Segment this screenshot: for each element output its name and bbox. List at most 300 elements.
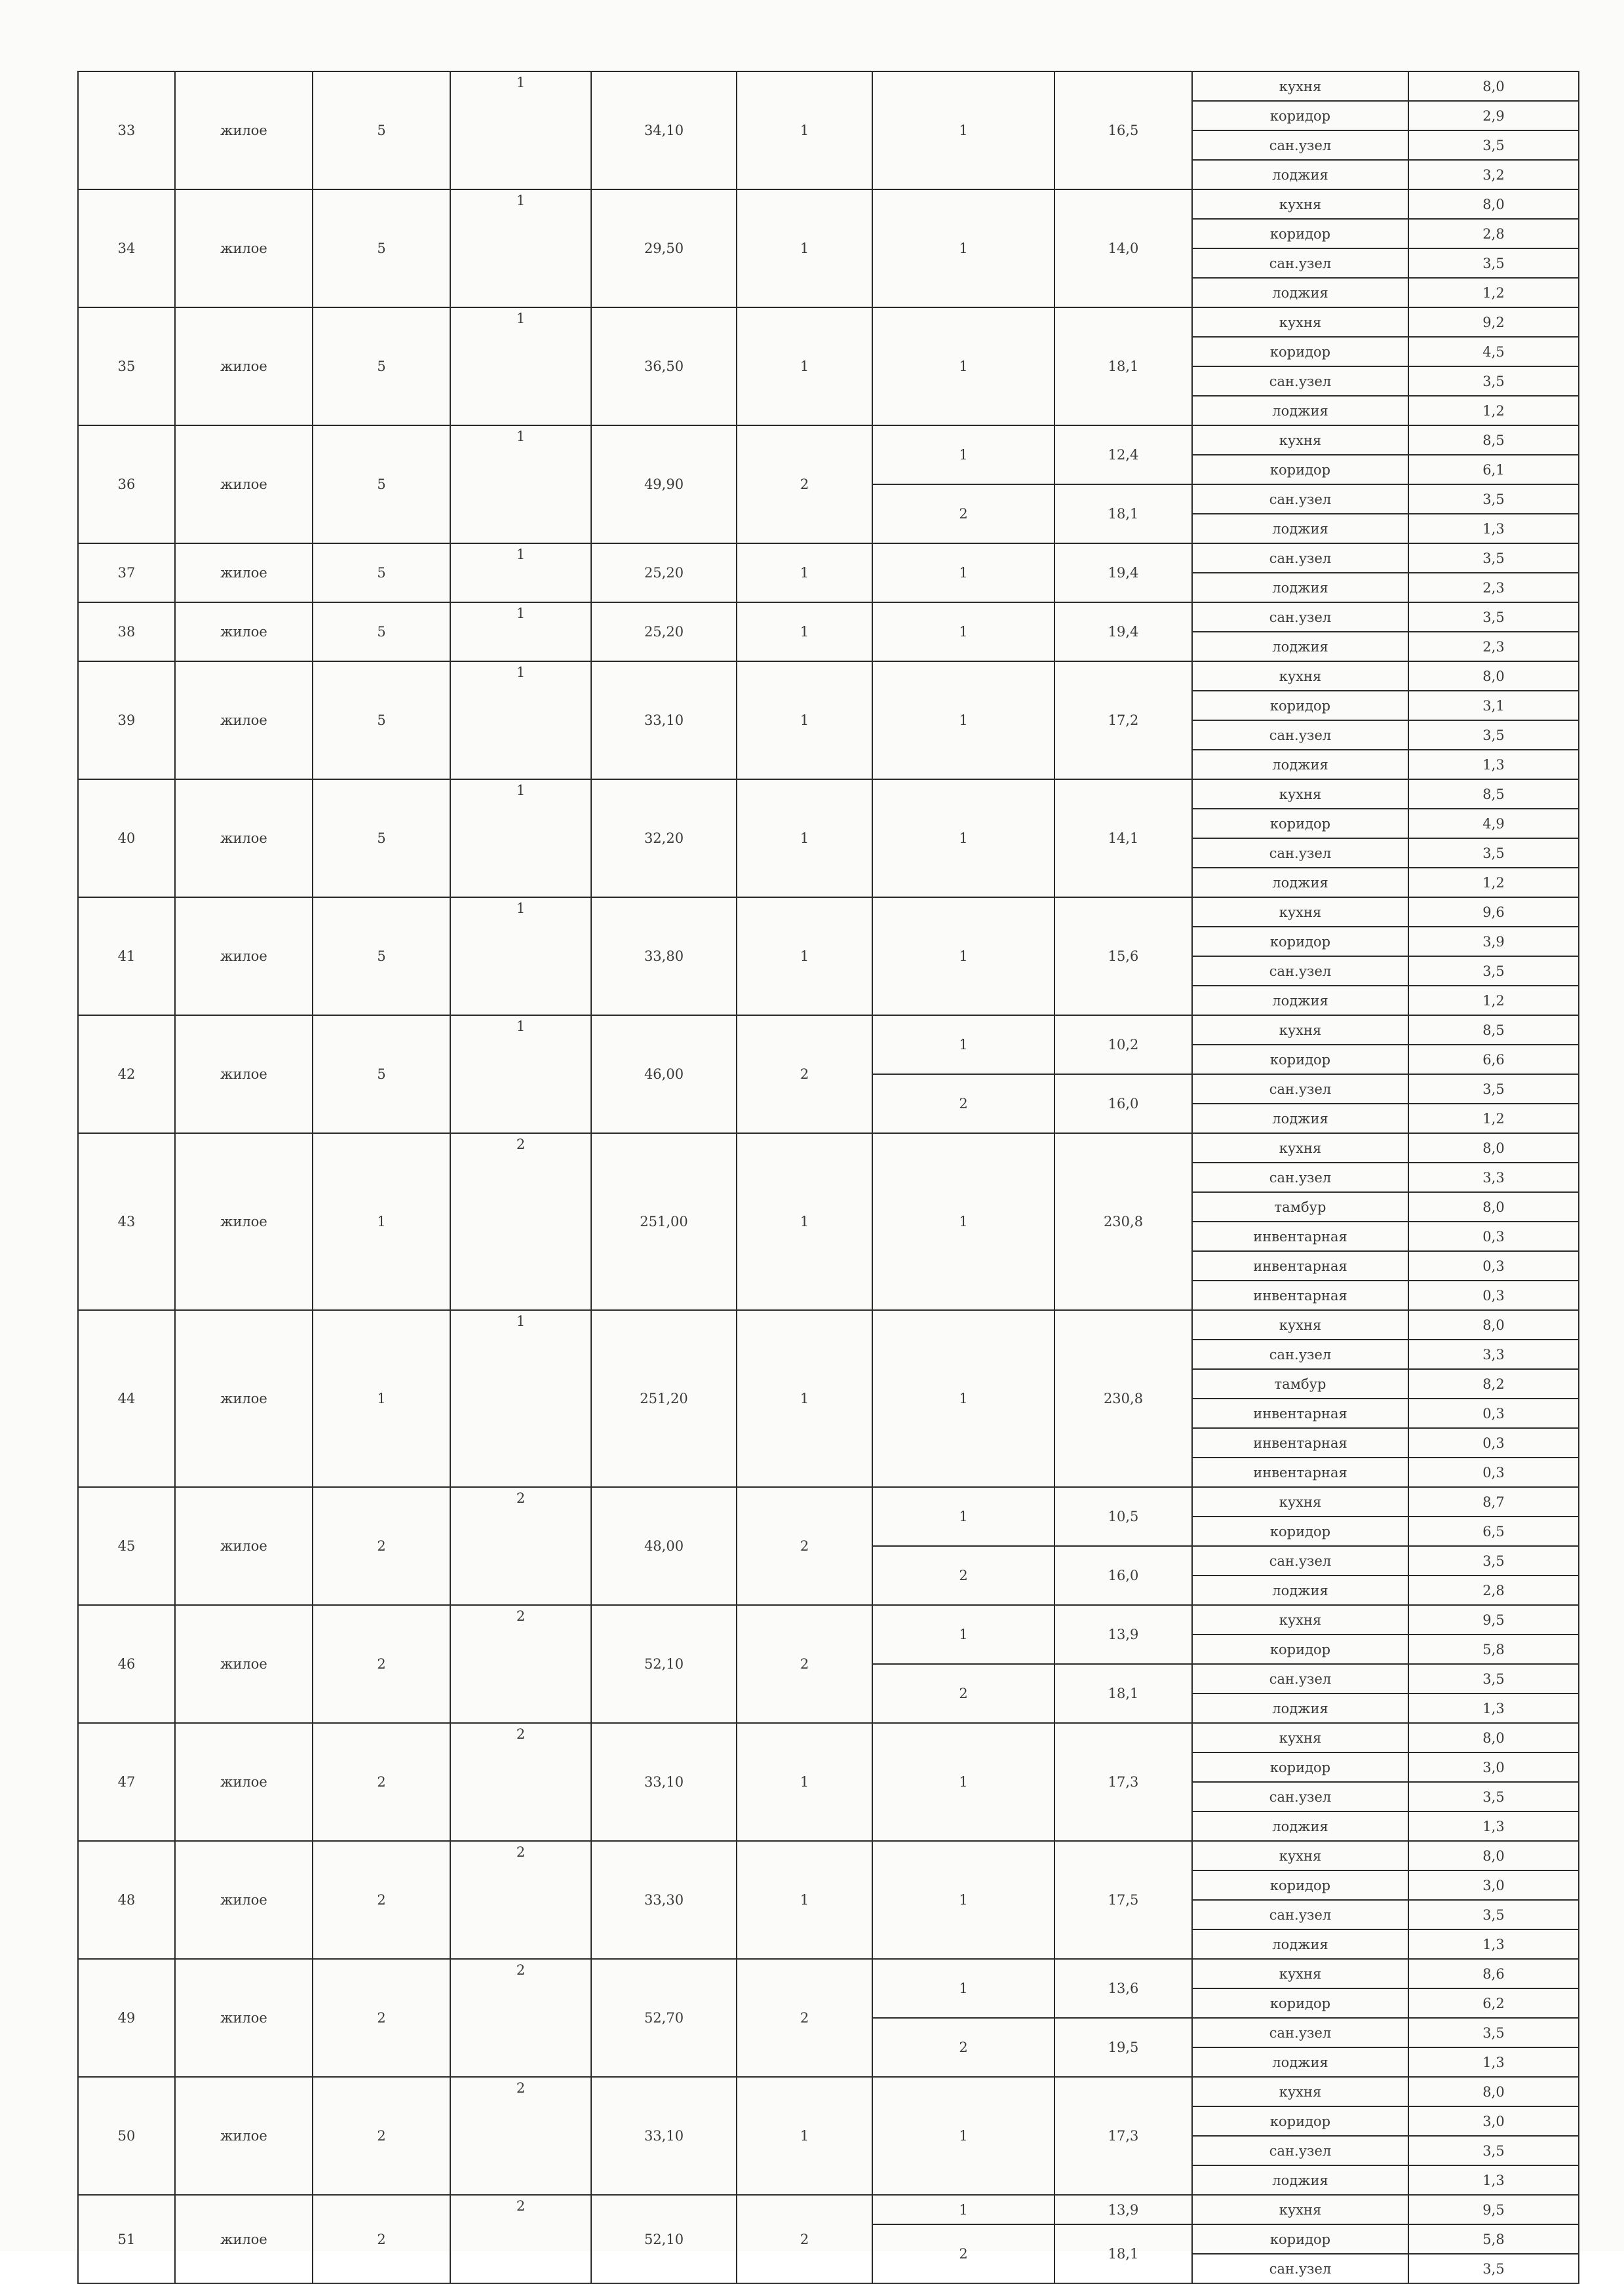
aux-premise-area: 0,3 bbox=[1408, 1281, 1579, 1310]
total-area: 34,10 bbox=[591, 71, 737, 189]
aux-premise-area: 3,3 bbox=[1408, 1163, 1579, 1192]
aux-premise-name: кухня bbox=[1192, 1723, 1408, 1752]
room-number: 1 bbox=[872, 661, 1054, 779]
total-area: 49,90 bbox=[591, 425, 737, 543]
apartment-number: 33 bbox=[78, 71, 175, 189]
aux-premise-name: коридор bbox=[1192, 1045, 1408, 1074]
living-rooms-count: 1 bbox=[737, 71, 872, 189]
room-area: 17,3 bbox=[1054, 1723, 1192, 1841]
table-row bbox=[78, 2077, 1579, 2106]
floor-cell bbox=[450, 71, 591, 189]
total-area: 33,10 bbox=[591, 1723, 737, 1841]
floor-cell bbox=[450, 1133, 591, 1310]
aux-premise-name: кухня bbox=[1192, 779, 1408, 809]
aux-premise-name: сан.узел bbox=[1192, 956, 1408, 986]
aux-premise-name: коридор bbox=[1192, 2106, 1408, 2136]
premises-type: жилое bbox=[175, 543, 313, 602]
room-area: 13,9 bbox=[1054, 2195, 1192, 2224]
table-row bbox=[78, 1605, 1579, 1635]
aux-premise-area: 3,5 bbox=[1408, 956, 1579, 986]
floor-cell bbox=[450, 1310, 591, 1487]
floor-number: 1 bbox=[516, 1313, 526, 1329]
total-area: 33,30 bbox=[591, 1841, 737, 1959]
aux-premise-name: кухня bbox=[1192, 1841, 1408, 1870]
aux-premise-name: кухня bbox=[1192, 425, 1408, 455]
aux-premise-area: 5,8 bbox=[1408, 2224, 1579, 2254]
floor-number: 2 bbox=[516, 1608, 526, 1624]
table-row bbox=[78, 71, 1579, 101]
aux-premise-name: сан.узел bbox=[1192, 130, 1408, 160]
aux-premise-area: 3,5 bbox=[1408, 838, 1579, 868]
premises-type: жилое bbox=[175, 71, 313, 189]
premises-type: жилое bbox=[175, 1133, 313, 1310]
apartment-number: 42 bbox=[78, 1015, 175, 1133]
table-row bbox=[78, 897, 1579, 927]
aux-premise-area: 8,0 bbox=[1408, 1723, 1579, 1752]
apartment-number: 50 bbox=[78, 2077, 175, 2195]
aux-premise-name: сан.узел bbox=[1192, 2254, 1408, 2283]
living-rooms-count: 2 bbox=[737, 425, 872, 543]
table-row bbox=[78, 543, 1579, 573]
total-area: 52,10 bbox=[591, 2195, 737, 2283]
table-row bbox=[78, 1015, 1579, 1045]
room-area: 16,0 bbox=[1054, 1074, 1192, 1133]
aux-premise-name: кухня bbox=[1192, 1605, 1408, 1635]
aux-premise-area: 2,3 bbox=[1408, 573, 1579, 602]
rooms-total: 5 bbox=[313, 661, 450, 779]
living-rooms-count: 2 bbox=[737, 1605, 872, 1723]
aux-premise-area: 1,2 bbox=[1408, 868, 1579, 897]
aux-premise-area: 8,0 bbox=[1408, 71, 1579, 101]
aux-premise-name: кухня bbox=[1192, 661, 1408, 691]
floor-cell bbox=[450, 189, 591, 307]
aux-premise-name: кухня bbox=[1192, 2077, 1408, 2106]
aux-premise-area: 0,3 bbox=[1408, 1222, 1579, 1251]
floor-cell bbox=[450, 2195, 591, 2283]
living-rooms-count: 2 bbox=[737, 2195, 872, 2283]
room-area: 16,5 bbox=[1054, 71, 1192, 189]
room-number: 2 bbox=[872, 1664, 1054, 1723]
premises-type: жилое bbox=[175, 425, 313, 543]
rooms-total: 5 bbox=[313, 779, 450, 897]
aux-premise-name: кухня bbox=[1192, 2195, 1408, 2224]
aux-premise-area: 4,5 bbox=[1408, 337, 1579, 366]
aux-premise-area: 1,3 bbox=[1408, 2047, 1579, 2077]
floor-number: 1 bbox=[516, 783, 526, 798]
rooms-total: 1 bbox=[313, 1310, 450, 1487]
aux-premise-area: 3,0 bbox=[1408, 1752, 1579, 1782]
apartment-number: 46 bbox=[78, 1605, 175, 1723]
aux-premise-name: сан.узел bbox=[1192, 1546, 1408, 1576]
floor-cell bbox=[450, 1841, 591, 1959]
rooms-total: 1 bbox=[313, 1133, 450, 1310]
aux-premise-area: 3,3 bbox=[1408, 1340, 1579, 1369]
room-number: 1 bbox=[872, 307, 1054, 425]
floor-cell bbox=[450, 1959, 591, 2077]
aux-premise-area: 9,5 bbox=[1408, 2195, 1579, 2224]
total-area: 52,70 bbox=[591, 1959, 737, 2077]
aux-premise-name: коридор bbox=[1192, 927, 1408, 956]
aux-premise-area: 3,2 bbox=[1408, 160, 1579, 189]
aux-premise-area: 3,5 bbox=[1408, 1782, 1579, 1811]
rooms-total: 5 bbox=[313, 425, 450, 543]
aux-premise-name: лоджия bbox=[1192, 1929, 1408, 1959]
aux-premise-area: 8,0 bbox=[1408, 1192, 1579, 1222]
aux-premise-name: коридор bbox=[1192, 1870, 1408, 1900]
aux-premise-name: лоджия bbox=[1192, 278, 1408, 307]
aux-premise-area: 6,1 bbox=[1408, 455, 1579, 484]
aux-premise-area: 9,2 bbox=[1408, 307, 1579, 337]
premises-type: жилое bbox=[175, 1723, 313, 1841]
aux-premise-area: 1,2 bbox=[1408, 396, 1579, 425]
living-rooms-count: 2 bbox=[737, 1015, 872, 1133]
table-row bbox=[78, 1723, 1579, 1752]
aux-premise-area: 2,3 bbox=[1408, 632, 1579, 661]
room-area: 13,9 bbox=[1054, 1605, 1192, 1664]
aux-premise-area: 3,0 bbox=[1408, 1870, 1579, 1900]
premises-type: жилое bbox=[175, 1959, 313, 2077]
aux-premise-area: 3,9 bbox=[1408, 927, 1579, 956]
aux-premise-name: сан.узел bbox=[1192, 838, 1408, 868]
table-row bbox=[78, 602, 1579, 632]
floor-cell bbox=[450, 779, 591, 897]
floor-number: 1 bbox=[516, 547, 526, 562]
aux-premise-name: лоджия bbox=[1192, 750, 1408, 779]
aux-premise-name: лоджия bbox=[1192, 1576, 1408, 1605]
room-area: 19,5 bbox=[1054, 2018, 1192, 2077]
aux-premise-name: инвентарная bbox=[1192, 1251, 1408, 1281]
aux-premise-name: лоджия bbox=[1192, 573, 1408, 602]
aux-premise-name: сан.узел bbox=[1192, 1074, 1408, 1104]
living-rooms-count: 1 bbox=[737, 602, 872, 661]
aux-premise-name: сан.узел bbox=[1192, 1782, 1408, 1811]
aux-premise-name: коридор bbox=[1192, 2224, 1408, 2254]
premises-type: жилое bbox=[175, 1310, 313, 1487]
aux-premise-area: 8,0 bbox=[1408, 1133, 1579, 1163]
room-number: 1 bbox=[872, 897, 1054, 1015]
living-rooms-count: 1 bbox=[737, 1841, 872, 1959]
room-number: 1 bbox=[872, 779, 1054, 897]
floor-cell bbox=[450, 1605, 591, 1723]
aux-premise-area: 3,5 bbox=[1408, 543, 1579, 573]
aux-premise-area: 3,1 bbox=[1408, 691, 1579, 720]
floor-number: 1 bbox=[516, 311, 526, 326]
aux-premise-area: 2,9 bbox=[1408, 101, 1579, 130]
floor-number: 2 bbox=[516, 1490, 526, 1506]
aux-premise-name: коридор bbox=[1192, 1752, 1408, 1782]
aux-premise-name: лоджия bbox=[1192, 514, 1408, 543]
aux-premise-area: 1,3 bbox=[1408, 1811, 1579, 1841]
room-area: 19,4 bbox=[1054, 543, 1192, 602]
aux-premise-area: 8,0 bbox=[1408, 1841, 1579, 1870]
aux-premise-name: лоджия bbox=[1192, 160, 1408, 189]
room-area: 15,6 bbox=[1054, 897, 1192, 1015]
aux-premise-area: 0,3 bbox=[1408, 1399, 1579, 1428]
aux-premise-name: инвентарная bbox=[1192, 1222, 1408, 1251]
total-area: 48,00 bbox=[591, 1487, 737, 1605]
aux-premise-name: коридор bbox=[1192, 455, 1408, 484]
aux-premise-name: коридор bbox=[1192, 1635, 1408, 1664]
living-rooms-count: 1 bbox=[737, 189, 872, 307]
total-area: 32,20 bbox=[591, 779, 737, 897]
aux-premise-area: 1,2 bbox=[1408, 986, 1579, 1015]
aux-premise-area: 8,6 bbox=[1408, 1959, 1579, 1988]
living-rooms-count: 1 bbox=[737, 307, 872, 425]
aux-premise-area: 8,5 bbox=[1408, 779, 1579, 809]
aux-premise-area: 2,8 bbox=[1408, 219, 1579, 248]
room-number: 1 bbox=[872, 2195, 1054, 2224]
floor-number: 1 bbox=[516, 193, 526, 208]
aux-premise-name: сан.узел bbox=[1192, 248, 1408, 278]
aux-premise-name: сан.узел bbox=[1192, 602, 1408, 632]
room-area: 13,6 bbox=[1054, 1959, 1192, 2018]
apartment-number: 44 bbox=[78, 1310, 175, 1487]
table-row bbox=[78, 2195, 1579, 2224]
aux-premise-name: тамбур bbox=[1192, 1192, 1408, 1222]
rooms-total: 5 bbox=[313, 189, 450, 307]
apartment-number: 48 bbox=[78, 1841, 175, 1959]
total-area: 33,10 bbox=[591, 661, 737, 779]
room-area: 14,1 bbox=[1054, 779, 1192, 897]
rooms-total: 2 bbox=[313, 1605, 450, 1723]
room-area: 16,0 bbox=[1054, 1546, 1192, 1605]
floor-cell bbox=[450, 1015, 591, 1133]
aux-premise-area: 6,2 bbox=[1408, 1988, 1579, 2018]
aux-premise-area: 0,3 bbox=[1408, 1428, 1579, 1458]
table-row bbox=[78, 425, 1579, 455]
rooms-total: 2 bbox=[313, 2077, 450, 2195]
total-area: 33,10 bbox=[591, 2077, 737, 2195]
room-number: 1 bbox=[872, 1310, 1054, 1487]
room-number: 2 bbox=[872, 484, 1054, 543]
living-rooms-count: 1 bbox=[737, 543, 872, 602]
aux-premise-area: 1,2 bbox=[1408, 278, 1579, 307]
table-row bbox=[78, 1310, 1579, 1340]
table-row bbox=[78, 1487, 1579, 1517]
rooms-total: 2 bbox=[313, 1841, 450, 1959]
aux-premise-name: лоджия bbox=[1192, 632, 1408, 661]
room-area: 230,8 bbox=[1054, 1133, 1192, 1310]
table-row bbox=[78, 1133, 1579, 1163]
aux-premise-name: сан.узел bbox=[1192, 1340, 1408, 1369]
table-row bbox=[78, 307, 1579, 337]
room-area: 18,1 bbox=[1054, 2224, 1192, 2283]
room-number: 1 bbox=[872, 189, 1054, 307]
floor-cell bbox=[450, 1723, 591, 1841]
living-rooms-count: 1 bbox=[737, 1133, 872, 1310]
aux-premise-area: 3,5 bbox=[1408, 720, 1579, 750]
aux-premise-name: лоджия bbox=[1192, 1104, 1408, 1133]
floor-number: 2 bbox=[516, 2198, 526, 2214]
floor-number: 1 bbox=[516, 1018, 526, 1034]
apartment-number: 35 bbox=[78, 307, 175, 425]
room-area: 12,4 bbox=[1054, 425, 1192, 484]
floor-cell bbox=[450, 2077, 591, 2195]
aux-premise-area: 1,3 bbox=[1408, 514, 1579, 543]
aux-premise-area: 8,7 bbox=[1408, 1487, 1579, 1517]
aux-premise-area: 8,2 bbox=[1408, 1369, 1579, 1399]
aux-premise-area: 0,3 bbox=[1408, 1458, 1579, 1487]
aux-premise-name: кухня bbox=[1192, 1015, 1408, 1045]
aux-premise-name: сан.узел bbox=[1192, 1163, 1408, 1192]
floor-cell bbox=[450, 543, 591, 602]
rooms-total: 2 bbox=[313, 2195, 450, 2283]
aux-premise-area: 6,6 bbox=[1408, 1045, 1579, 1074]
aux-premise-name: сан.узел bbox=[1192, 543, 1408, 573]
apartment-number: 36 bbox=[78, 425, 175, 543]
aux-premise-name: инвентарная bbox=[1192, 1281, 1408, 1310]
aux-premise-name: коридор bbox=[1192, 101, 1408, 130]
floor-number: 2 bbox=[516, 1136, 526, 1152]
room-number: 1 bbox=[872, 1959, 1054, 2018]
aux-premise-name: кухня bbox=[1192, 1959, 1408, 1988]
room-area: 17,3 bbox=[1054, 2077, 1192, 2195]
aux-premise-area: 3,0 bbox=[1408, 2106, 1579, 2136]
premises-type: жилое bbox=[175, 1015, 313, 1133]
aux-premise-area: 3,5 bbox=[1408, 1900, 1579, 1929]
living-rooms-count: 2 bbox=[737, 1959, 872, 2077]
premises-type: жилое bbox=[175, 2195, 313, 2283]
floor-number: 2 bbox=[516, 1844, 526, 1860]
apartment-number: 41 bbox=[78, 897, 175, 1015]
aux-premise-name: кухня bbox=[1192, 897, 1408, 927]
aux-premise-name: сан.узел bbox=[1192, 1664, 1408, 1694]
aux-premise-name: инвентарная bbox=[1192, 1458, 1408, 1487]
aux-premise-name: коридор bbox=[1192, 809, 1408, 838]
premises-type: жилое bbox=[175, 897, 313, 1015]
apartment-number: 34 bbox=[78, 189, 175, 307]
room-area: 14,0 bbox=[1054, 189, 1192, 307]
aux-premise-area: 3,5 bbox=[1408, 366, 1579, 396]
aux-premise-name: лоджия bbox=[1192, 2165, 1408, 2195]
room-area: 17,2 bbox=[1054, 661, 1192, 779]
aux-premise-area: 6,5 bbox=[1408, 1517, 1579, 1546]
aux-premise-name: сан.узел bbox=[1192, 484, 1408, 514]
apartment-rows bbox=[78, 71, 1579, 2283]
total-area: 251,00 bbox=[591, 1133, 737, 1310]
apartment-number: 39 bbox=[78, 661, 175, 779]
floor-number: 2 bbox=[516, 1726, 526, 1742]
aux-premise-name: лоджия bbox=[1192, 986, 1408, 1015]
aux-premise-name: сан.узел bbox=[1192, 2018, 1408, 2047]
aux-premise-name: инвентарная bbox=[1192, 1428, 1408, 1458]
aux-premise-area: 3,5 bbox=[1408, 2136, 1579, 2165]
total-area: 36,50 bbox=[591, 307, 737, 425]
aux-premise-area: 8,0 bbox=[1408, 2077, 1579, 2106]
room-number: 2 bbox=[872, 2018, 1054, 2077]
aux-premise-name: кухня bbox=[1192, 71, 1408, 101]
apartment-number: 47 bbox=[78, 1723, 175, 1841]
rooms-total: 5 bbox=[313, 71, 450, 189]
floor-number: 1 bbox=[516, 429, 526, 444]
rooms-total: 2 bbox=[313, 1959, 450, 2077]
rooms-total: 5 bbox=[313, 543, 450, 602]
apartment-number: 49 bbox=[78, 1959, 175, 2077]
premises-type: жилое bbox=[175, 602, 313, 661]
apartment-number: 43 bbox=[78, 1133, 175, 1310]
aux-premise-area: 3,5 bbox=[1408, 602, 1579, 632]
aux-premise-area: 3,5 bbox=[1408, 484, 1579, 514]
room-number: 1 bbox=[872, 1487, 1054, 1546]
aux-premise-name: сан.узел bbox=[1192, 2136, 1408, 2165]
aux-premise-name: сан.узел bbox=[1192, 366, 1408, 396]
premises-type: жилое bbox=[175, 2077, 313, 2195]
room-number: 1 bbox=[872, 1723, 1054, 1841]
premises-type: жилое bbox=[175, 661, 313, 779]
table-row bbox=[78, 779, 1579, 809]
living-rooms-count: 1 bbox=[737, 2077, 872, 2195]
aux-premise-area: 1,3 bbox=[1408, 1929, 1579, 1959]
floor-number: 1 bbox=[516, 900, 526, 916]
aux-premise-area: 3,5 bbox=[1408, 248, 1579, 278]
room-area: 17,5 bbox=[1054, 1841, 1192, 1959]
room-number: 1 bbox=[872, 425, 1054, 484]
room-number: 1 bbox=[872, 71, 1054, 189]
apartment-number: 38 bbox=[78, 602, 175, 661]
premises-type: жилое bbox=[175, 1605, 313, 1723]
total-area: 25,20 bbox=[591, 543, 737, 602]
aux-premise-area: 3,5 bbox=[1408, 130, 1579, 160]
floor-cell bbox=[450, 897, 591, 1015]
aux-premise-name: инвентарная bbox=[1192, 1399, 1408, 1428]
floor-cell bbox=[450, 602, 591, 661]
aux-premise-name: кухня bbox=[1192, 307, 1408, 337]
room-area: 19,4 bbox=[1054, 602, 1192, 661]
apartment-number: 37 bbox=[78, 543, 175, 602]
aux-premise-name: коридор bbox=[1192, 219, 1408, 248]
room-number: 1 bbox=[872, 1605, 1054, 1664]
room-number: 1 bbox=[872, 1133, 1054, 1310]
total-area: 29,50 bbox=[591, 189, 737, 307]
living-rooms-count: 1 bbox=[737, 1310, 872, 1487]
aux-premise-name: коридор bbox=[1192, 1988, 1408, 2018]
aux-premise-name: кухня bbox=[1192, 1310, 1408, 1340]
room-area: 18,1 bbox=[1054, 484, 1192, 543]
aux-premise-name: лоджия bbox=[1192, 1694, 1408, 1723]
room-area: 10,2 bbox=[1054, 1015, 1192, 1074]
room-area: 18,1 bbox=[1054, 1664, 1192, 1723]
room-number: 2 bbox=[872, 1546, 1054, 1605]
rooms-total: 2 bbox=[313, 1487, 450, 1605]
table-row bbox=[78, 661, 1579, 691]
aux-premise-name: кухня bbox=[1192, 1487, 1408, 1517]
rooms-total: 2 bbox=[313, 1723, 450, 1841]
room-area: 10,5 bbox=[1054, 1487, 1192, 1546]
aux-premise-name: кухня bbox=[1192, 1133, 1408, 1163]
apartment-number: 40 bbox=[78, 779, 175, 897]
living-rooms-count: 1 bbox=[737, 661, 872, 779]
aux-premise-name: коридор bbox=[1192, 1517, 1408, 1546]
aux-premise-area: 0,3 bbox=[1408, 1251, 1579, 1281]
premises-type: жилое bbox=[175, 189, 313, 307]
living-rooms-count: 1 bbox=[737, 779, 872, 897]
total-area: 33,80 bbox=[591, 897, 737, 1015]
rooms-total: 5 bbox=[313, 602, 450, 661]
aux-premise-area: 5,8 bbox=[1408, 1635, 1579, 1664]
floor-cell bbox=[450, 307, 591, 425]
room-area: 18,1 bbox=[1054, 307, 1192, 425]
aux-premise-area: 1,3 bbox=[1408, 2165, 1579, 2195]
room-area: 230,8 bbox=[1054, 1310, 1192, 1487]
room-number: 1 bbox=[872, 543, 1054, 602]
aux-premise-name: лоджия bbox=[1192, 1811, 1408, 1841]
total-area: 25,20 bbox=[591, 602, 737, 661]
premises-type: жилое bbox=[175, 307, 313, 425]
room-number: 1 bbox=[872, 2077, 1054, 2195]
aux-premise-area: 9,6 bbox=[1408, 897, 1579, 927]
living-rooms-count: 1 bbox=[737, 1723, 872, 1841]
aux-premise-area: 1,2 bbox=[1408, 1104, 1579, 1133]
